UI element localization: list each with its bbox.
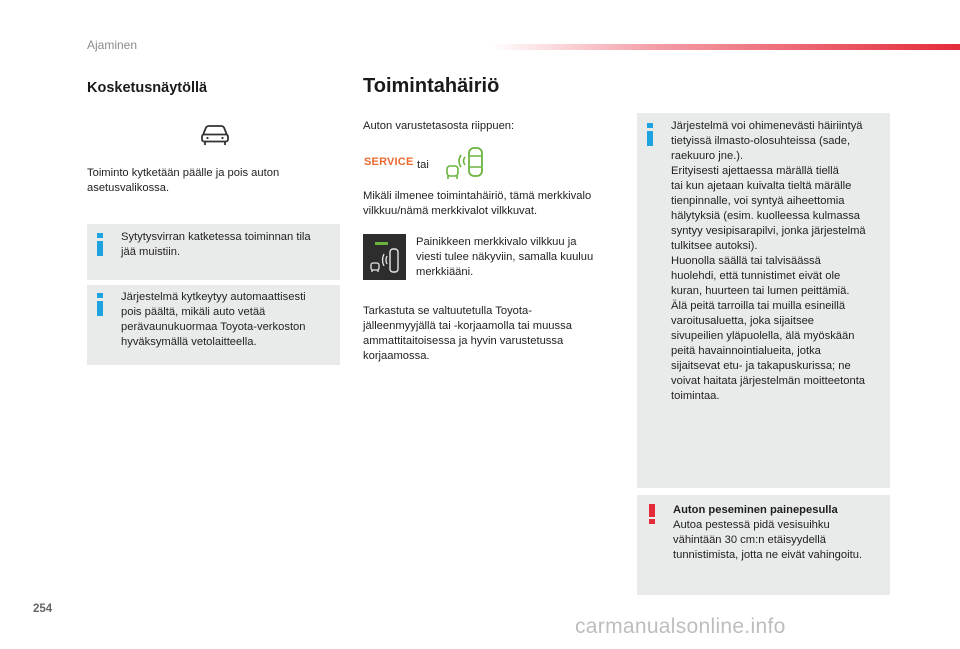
page-number: 254 xyxy=(33,603,53,615)
or-text: tai xyxy=(417,159,429,171)
header-accent-bar xyxy=(490,44,960,50)
watermark: carmanualsonline.info xyxy=(575,615,786,638)
memory-note-box xyxy=(87,224,340,280)
weather-info-text: Järjestelmä voi ohimenevästi häiriintyä tietyissä ilmasto-olosuhteissa (sade, raekuuro jne.). Erityisesti ajettaessa märällä tiellä tai kun ajetaan kuivalta tieltä märälle tienpinnalle, voi syntyä aiheettomia hälytyksiä (esim. kuolleessa kulmassa syntyy vesipisarapilvi, jonka järjestelmä tulkitsee autoksi). Huonolla säällä tai talvisäässä huolehdi, että tunnistimet eivät ole kuran, huurteen tai lumen peittämiä. Älä peitä tarroilla tai muilla esineillä varoitusaluetta, joka sijaitsee sivupeilien yläpuolella, älä myöskään peitä havainnointialueita, jotka sijaitsevat etu- ja takapuskurissa; ne voivat haitata järjestelmän moitteetonta toimintaa. xyxy=(671,120,866,402)
malfunction-heading: Toimintahäiriö xyxy=(363,75,500,97)
warning-lamp-text: Mikäli ilmenee toimintahäiriö, tämä merkkivalo vilkkuu/nämä merkkivalot vilkkuvat. xyxy=(363,190,592,217)
dealer-check-text: Tarkastuta se valtuutetulla Toyota- jälleenmyyjällä tai -korjaamolla tai muussa ammattitaitoisessa ja hyvin varustetussa korjaamossa. xyxy=(363,305,572,362)
pressure-wash-warning-box xyxy=(637,495,890,595)
pressure-wash-warning-text: Auton peseminen painepesulla Autoa pestessä pidä vesisuihku vähintään 30 cm:n etäisyydellä tunnistimista, jotta ne eivät vahingoitu. xyxy=(673,503,887,563)
touchscreen-heading: Kosketusnäytöllä xyxy=(87,80,208,96)
equipment-intro: Auton varustetasosta riippuen: xyxy=(363,120,515,132)
button-lamp-icon xyxy=(363,234,406,280)
service-warning-icon: SERVICE xyxy=(364,156,414,168)
pressure-wash-title: Auton peseminen painepesulla xyxy=(673,504,838,516)
trailer-note-text: Järjestelmä kytkeytyy automaattisesti pois päältä, mikäli auto vetää perävaunukuormaa Toyota-verkoston hyväksymällä vetolaitteella. xyxy=(121,291,306,348)
blind-spot-indicator-icon xyxy=(444,145,484,181)
trailer-note-box xyxy=(87,285,340,365)
section-title: Ajaminen xyxy=(87,38,138,52)
touchscreen-description: Toiminto kytketään päälle ja pois auton asetusvalikossa. xyxy=(87,167,280,194)
weather-info-box xyxy=(637,113,890,488)
button-lamp-text: Painikkeen merkkivalo vilkkuu ja viesti tulee näkyviin, samalla kuuluu merkkiääni. xyxy=(416,236,594,278)
memory-note-text: Sytytysvirran katketessa toiminnan tila jää muistiin. xyxy=(121,231,311,258)
car-outline-icon xyxy=(200,124,230,146)
